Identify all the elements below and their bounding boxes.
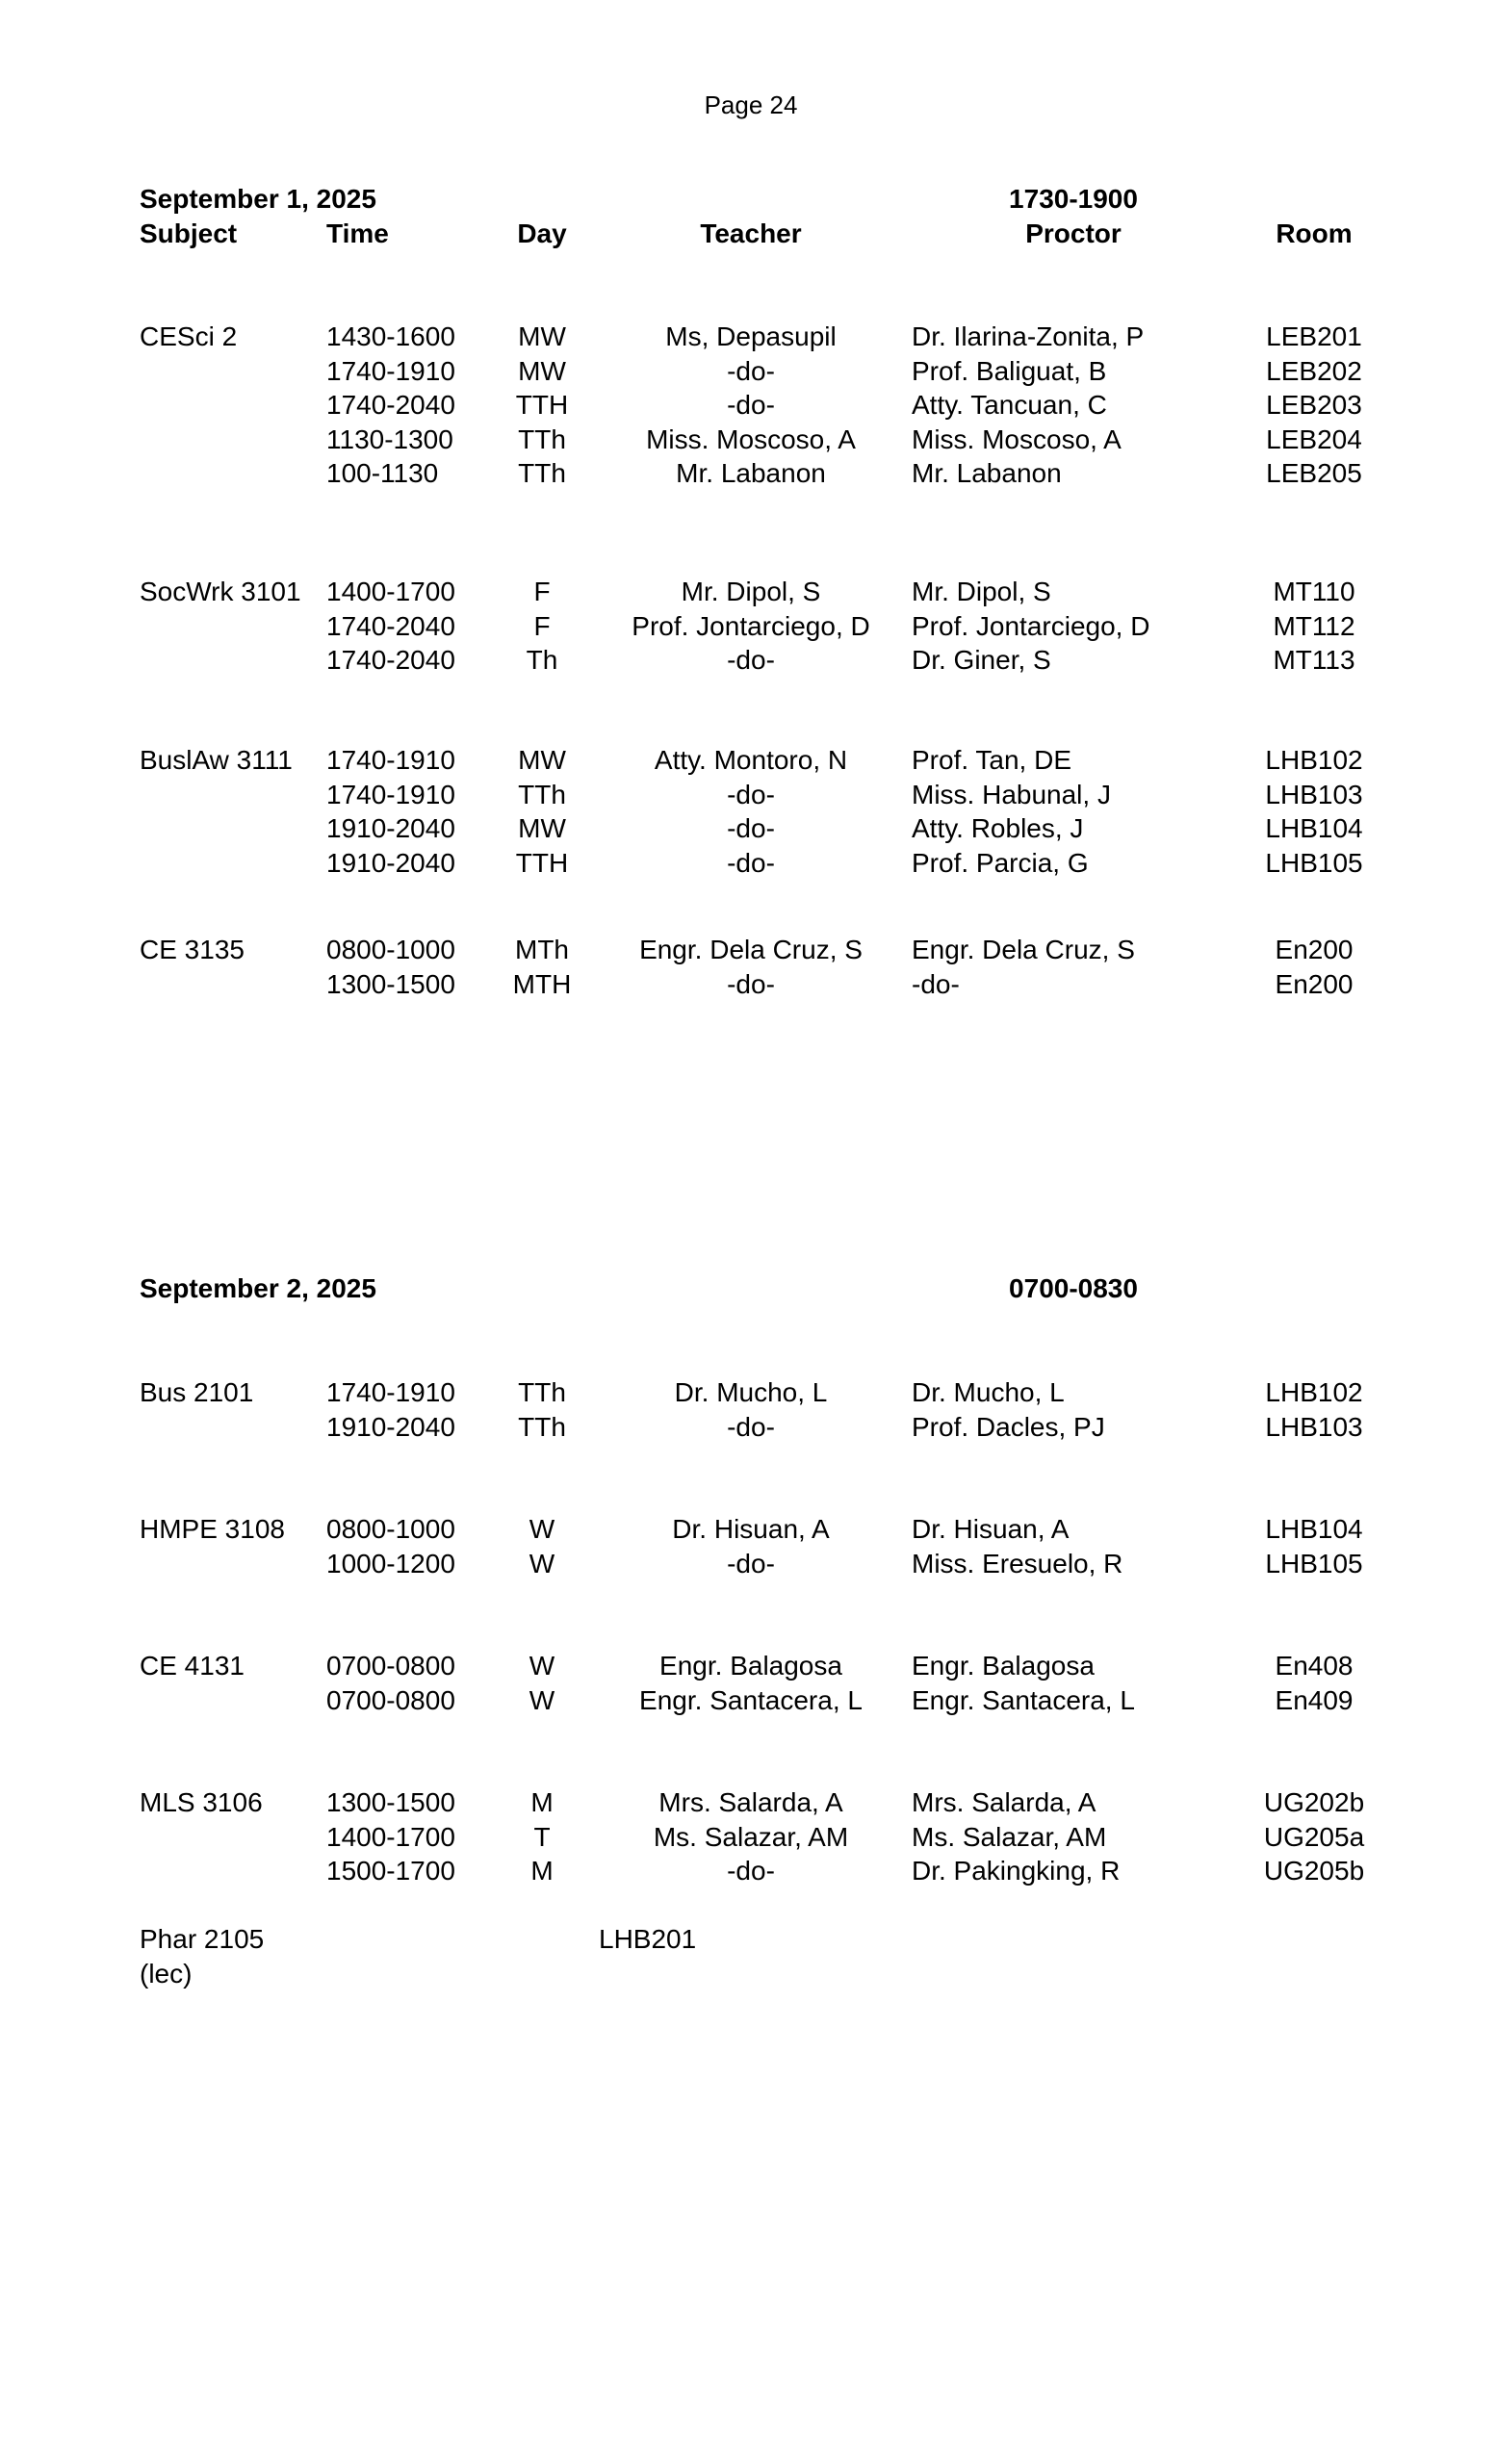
row-day: M	[530, 1856, 554, 1886]
row-room: LHB104	[1265, 813, 1363, 843]
row-day: TTh	[518, 458, 566, 488]
row-time: 1910-2040	[326, 847, 455, 878]
row-time: 1300-1500	[326, 968, 455, 999]
row-teacher: -do-	[727, 1411, 775, 1442]
section-exam-time: 0700-0830	[1009, 1273, 1138, 1303]
row-teacher: Mr. Labanon	[676, 458, 826, 488]
row-time: 1430-1600	[326, 321, 455, 351]
row-proctor: Prof. Tan, DE	[912, 745, 1072, 775]
row-day: TTH	[515, 847, 569, 878]
row-proctor: Engr. Balagosa	[912, 1651, 1095, 1681]
row-day: W	[529, 1684, 555, 1715]
row-room: UG202b	[1263, 1787, 1365, 1817]
subject-code: HMPE 3108	[140, 1514, 285, 1544]
row-room: LHB104	[1265, 1514, 1363, 1544]
row-room: MT110	[1273, 577, 1355, 606]
row-time: 0700-0800	[326, 1651, 455, 1681]
row-day: MW	[518, 321, 566, 351]
column-header-teacher: Teacher	[700, 218, 802, 248]
section-exam-time: 1730-1900	[1009, 184, 1138, 214]
row-time: 1740-2040	[326, 390, 455, 420]
row-day: TTh	[518, 1411, 566, 1442]
row-room: LHB103	[1265, 779, 1363, 809]
row-day: W	[529, 1548, 555, 1578]
row-proctor: Engr. Dela Cruz, S	[912, 935, 1135, 964]
column-header-room: Room	[1276, 218, 1353, 248]
row-time: 1400-1700	[326, 577, 455, 606]
row-room: En200	[1275, 935, 1354, 964]
row-room: LHB102	[1265, 745, 1363, 775]
subject-code: SocWrk 3101	[140, 577, 301, 606]
row-teacher: Dr. Mucho, L	[674, 1377, 828, 1407]
row-room: MT112	[1273, 610, 1355, 641]
row-teacher: -do-	[727, 1548, 775, 1578]
row-proctor: Atty. Tancuan, C	[912, 390, 1107, 420]
row-time: 0800-1000	[326, 935, 455, 964]
row-teacher: Engr. Dela Cruz, S	[639, 935, 863, 964]
row-room: En409	[1275, 1684, 1354, 1715]
row-proctor: Dr. Mucho, L	[912, 1377, 1065, 1407]
row-room: UG205a	[1263, 1821, 1365, 1852]
row-day: MW	[518, 813, 566, 843]
row-day: F	[533, 577, 551, 606]
section-date: September 2, 2025	[140, 1273, 376, 1303]
row-room: En408	[1275, 1651, 1354, 1681]
row-time: 1740-1910	[326, 745, 455, 775]
row-day: TTh	[518, 424, 566, 454]
subject-note: (lec)	[140, 1958, 193, 1989]
row-teacher: Ms, Depasupil	[665, 321, 837, 351]
row-room: LHB105	[1265, 847, 1363, 878]
row-teacher: Mrs. Salarda, A	[658, 1787, 843, 1817]
subject-code: CESci 2	[140, 321, 238, 351]
row-time: 1130-1300	[326, 424, 453, 454]
row-room: En200	[1275, 968, 1354, 999]
row-teacher: Miss. Moscoso, A	[646, 424, 856, 454]
row-time: 1740-1910	[326, 355, 455, 386]
row-teacher: Prof. Jontarciego, D	[632, 610, 870, 641]
row-day: Th	[526, 645, 558, 675]
row-time: 1910-2040	[326, 1411, 455, 1442]
row-time: 1910-2040	[326, 813, 455, 843]
page-number: Page 24	[704, 90, 798, 119]
row-day: M	[530, 1787, 554, 1817]
row-proctor: Dr. Ilarina-Zonita, P	[912, 321, 1145, 351]
row-proctor: Atty. Robles, J	[912, 813, 1084, 843]
row-teacher: Engr. Santacera, L	[639, 1684, 863, 1715]
row-proctor: Dr. Hisuan, A	[912, 1514, 1070, 1544]
row-teacher: Engr. Balagosa	[659, 1651, 842, 1681]
column-header-subject: Subject	[140, 218, 238, 248]
subject-code: BuslAw 3111	[140, 745, 293, 775]
row-room: LHB105	[1265, 1548, 1363, 1578]
row-room: LEB204	[1266, 424, 1362, 454]
subject-code: Phar 2105	[140, 1924, 265, 1954]
row-time: 1300-1500	[326, 1787, 455, 1817]
row-teacher: -do-	[727, 847, 775, 878]
section-date: September 1, 2025	[140, 184, 376, 214]
row-time: 1000-1200	[326, 1548, 455, 1578]
row-time: 1500-1700	[326, 1856, 455, 1886]
row-teacher: -do-	[727, 645, 775, 675]
row-proctor: Mrs. Salarda, A	[912, 1787, 1096, 1817]
row-room: LHB102	[1265, 1377, 1363, 1407]
row-proctor: Mr. Dipol, S	[912, 577, 1051, 606]
row-room: LEB202	[1266, 355, 1362, 386]
row-time: 1740-2040	[326, 645, 455, 675]
row-day: W	[529, 1514, 555, 1544]
row-room: LEB205	[1266, 458, 1362, 488]
row-time: 1740-1910	[326, 1377, 455, 1407]
row-proctor: Ms. Salazar, AM	[912, 1821, 1107, 1852]
row-day: F	[533, 610, 551, 641]
row-day: MW	[518, 745, 566, 775]
row-proctor: Prof. Parcia, G	[912, 847, 1089, 878]
row-teacher: -do-	[727, 355, 775, 386]
row-room: UG205b	[1263, 1856, 1365, 1886]
row-day: TTh	[518, 779, 566, 809]
row-proctor: Miss. Habunal, J	[912, 779, 1111, 809]
row-proctor: Miss. Moscoso, A	[912, 424, 1122, 454]
row-time: 1740-1910	[326, 779, 455, 809]
row-room-note: LHB201	[599, 1924, 697, 1954]
column-header-proctor: Proctor	[1025, 218, 1122, 248]
row-day: TTH	[515, 390, 569, 420]
row-proctor: -do-	[912, 968, 960, 999]
row-proctor: Prof. Jontarciego, D	[912, 610, 1150, 641]
subject-code: CE 3135	[140, 935, 245, 964]
row-teacher: -do-	[727, 1856, 775, 1886]
row-time: 0700-0800	[326, 1684, 455, 1715]
row-proctor: Mr. Labanon	[912, 458, 1062, 488]
column-header-day: Day	[517, 218, 567, 248]
row-day: MW	[518, 355, 566, 386]
row-teacher: -do-	[727, 813, 775, 843]
row-day: TTh	[518, 1377, 566, 1407]
row-room: LHB103	[1265, 1411, 1363, 1442]
row-room: MT113	[1273, 645, 1355, 675]
row-proctor: Prof. Dacles, PJ	[912, 1411, 1105, 1442]
row-teacher: Mr. Dipol, S	[681, 577, 821, 606]
row-proctor: Engr. Santacera, L	[912, 1684, 1135, 1715]
row-day: W	[529, 1651, 555, 1681]
row-time: 100-1130	[326, 458, 439, 488]
row-day: MTh	[515, 935, 569, 964]
row-teacher: -do-	[727, 968, 775, 999]
row-teacher: Ms. Salazar, AM	[653, 1821, 849, 1852]
row-teacher: Atty. Montoro, N	[654, 745, 848, 775]
column-header-time: Time	[326, 218, 389, 248]
subject-code: CE 4131	[140, 1651, 245, 1681]
row-proctor: Dr. Giner, S	[912, 645, 1051, 675]
row-time: 1400-1700	[326, 1821, 455, 1852]
row-proctor: Dr. Pakingking, R	[912, 1856, 1121, 1886]
row-day: T	[533, 1821, 551, 1852]
row-proctor: Miss. Eresuelo, R	[912, 1548, 1123, 1578]
row-proctor: Prof. Baliguat, B	[912, 355, 1107, 386]
row-time: 1740-2040	[326, 610, 455, 641]
subject-code: Bus 2101	[140, 1377, 254, 1407]
row-teacher: -do-	[727, 390, 775, 420]
subject-code: MLS 3106	[140, 1787, 263, 1817]
row-teacher: Dr. Hisuan, A	[672, 1514, 830, 1544]
row-room: LEB203	[1266, 390, 1362, 420]
row-day: MTH	[512, 968, 572, 999]
row-time: 0800-1000	[326, 1514, 455, 1544]
row-teacher: -do-	[727, 779, 775, 809]
row-room: LEB201	[1266, 321, 1362, 351]
